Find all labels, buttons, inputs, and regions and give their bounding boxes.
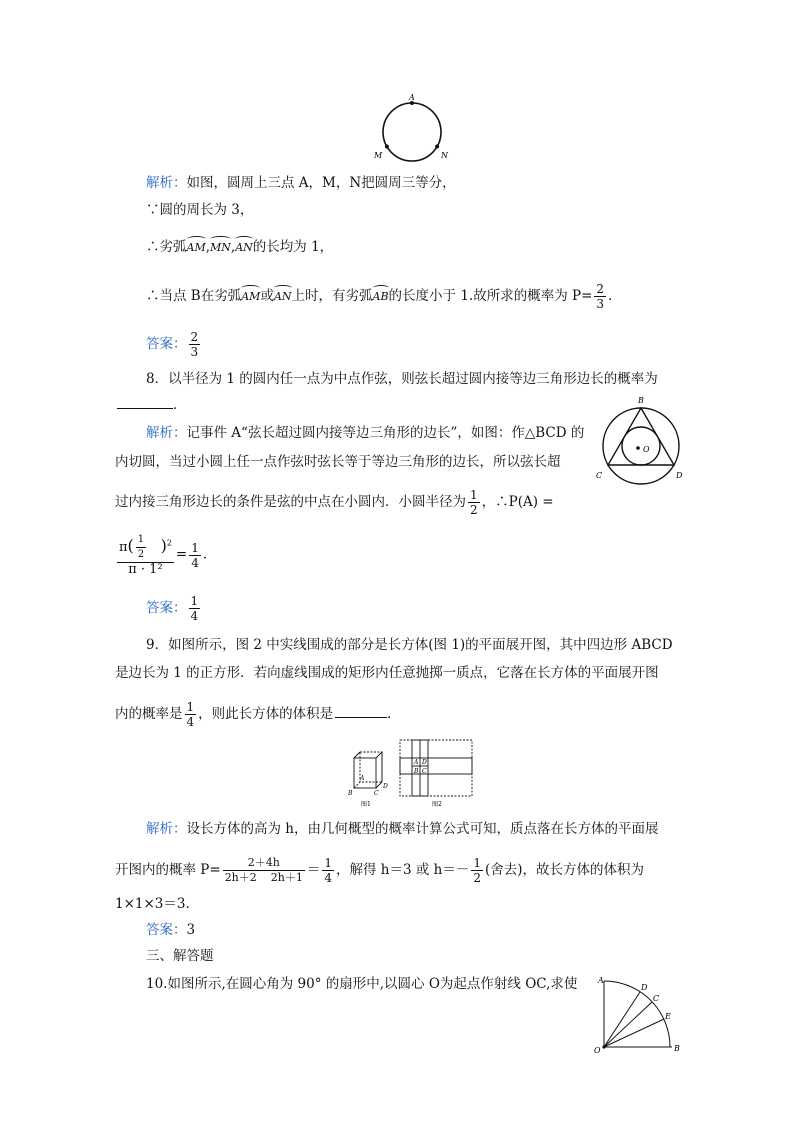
svg-text:A: A [360, 775, 365, 782]
q9-sol-line2: 开图内的概率 P= $\frac{2+4h}{2h+2 2h+1}$ ＝ $\frac{1}{4}$ ，解得 h＝3 或 h＝－ $\frac{1}{2}$ (舍去)，故长方体的体积为 [115, 856, 645, 885]
section-title: 三、解答题 [146, 948, 214, 964]
q9-line3: 内的概率是 $\frac{1}{4}$ ，则此长方体的体积是 ． [115, 700, 401, 729]
circle-amn-figure [368, 92, 458, 164]
sol7-answer: 答案： $\frac{2}{3}$ [146, 330, 199, 359]
svg-text:D: D [641, 983, 648, 992]
svg-text:图1: 图1 [361, 801, 371, 808]
q8-blank-line: ． [115, 396, 187, 414]
svg-text:C: C [422, 768, 427, 775]
svg-text:C: C [596, 471, 603, 480]
svg-text:A: A [414, 759, 419, 766]
svg-text:B: B [674, 1044, 680, 1053]
sol7-line4: ∴当点 B在劣弧AM或AN上时，有劣弧AB的长度小于 1.故所求的概率为 P= $\frac{2}{3}$ . [146, 282, 613, 311]
solution-tag: 解析： [146, 175, 187, 191]
q8-formula: π( $\frac{1}{2}$ )$^2$ π · 1² = $\frac{1}{4}$ . [119, 534, 208, 577]
sector-figure [592, 975, 688, 1059]
svg-text:D: D [383, 783, 388, 790]
q9-line2: 是边长为 1 的正方形．若向虚线围成的矩形内任意抛掷一质点，它落在长方体的平面展开图 [115, 665, 659, 681]
answer-blank [117, 408, 173, 409]
q9-answer: 答案：3 [146, 922, 196, 938]
q8-sol-line2: 内切圆，当过小圆上任一点作弦时弦长等于等边三角形的边长，所以弦长超 [115, 454, 561, 470]
svg-text:图2: 图2 [432, 801, 442, 808]
q8-answer: 答案： $\frac{1}{4}$ [146, 594, 199, 623]
q8-sol-line3: 过内接三角形边长的条件是弦的中点在小圆内．小圆半径为 $\frac{1}{2}$ ，∴P(A) = [115, 488, 554, 517]
q10-text: 10.如图所示,在圆心角为 90° 的扇形中,以圆心 O为起点作射线 OC,求使 [146, 976, 578, 992]
sol7-line1: 解析：如图，圆周上三点 A，M，N把圆周三等分， [146, 175, 456, 191]
svg-text:C: C [653, 994, 660, 1003]
svg-text:B: B [638, 396, 644, 405]
svg-text:C: C [374, 790, 379, 797]
label-n: N [441, 151, 448, 160]
q9-sol-line1: 解析：设长方体的高为 h，由几何概型的概率计算公式可知，质点落在长方体的平面展 [146, 821, 659, 837]
q8-text: 8．以半径为 1 的圆内任一点为中点作弦，则弦长超过圆内接等边三角形边长的概率为 [146, 371, 658, 387]
sol7-line3: ∴劣弧AM,MN,AN的长均为 1， [146, 239, 334, 255]
q8-sol-line1: 解析：记事件 A“弦长超过圆内接等边三角形的边长”，如图：作△BCD 的 [146, 425, 585, 441]
svg-text:D: D [422, 759, 427, 766]
svg-text:O: O [594, 1046, 601, 1055]
sol7-line2: ∵圆的周长为 3， [146, 202, 254, 218]
svg-text:B: B [414, 768, 419, 775]
svg-text:E: E [665, 1012, 671, 1021]
label-a: A [409, 93, 415, 102]
q9-sol-line3: 1×1×3＝3. [115, 896, 190, 912]
svg-text:O: O [643, 445, 650, 454]
svg-text:A: A [598, 976, 604, 985]
svg-text:D: D [676, 471, 683, 480]
inscribed-triangle-figure [596, 390, 690, 490]
answer-tag: 答案： [146, 336, 187, 352]
svg-text:B: B [348, 790, 353, 797]
cuboid-figures [346, 738, 476, 810]
q9-line1: 9．如图所示，图 2 中实线围成的部分是长方体(图 1)的平面展开图，其中四边形 ABCD [146, 637, 673, 653]
label-m: M [374, 151, 383, 160]
